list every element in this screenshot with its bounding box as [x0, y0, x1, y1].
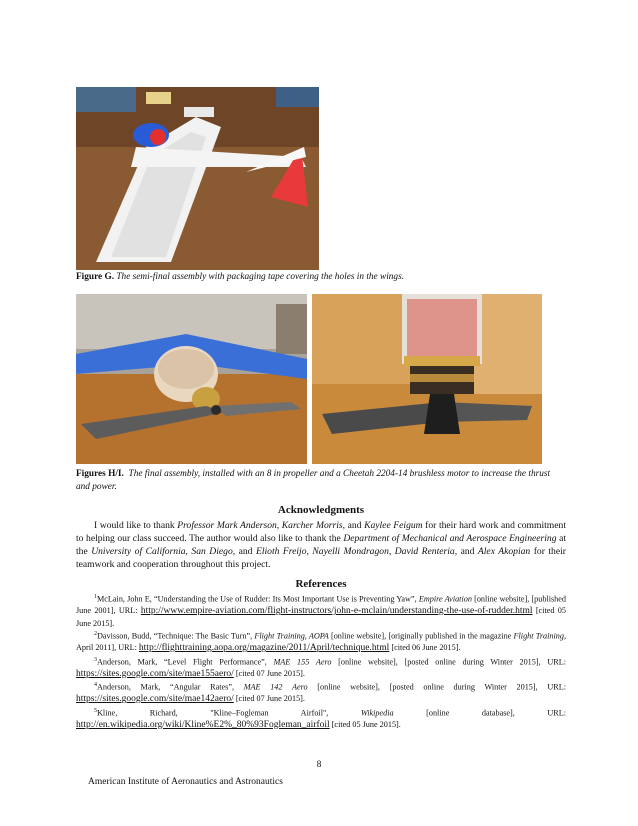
figure-h-photo [76, 294, 307, 464]
reference-item: $^1$McLain, John E, “Understanding the Use of Rudder: Its Most Important Use is Preventing Yaw”, Empire Aviation [online website], [published June 2001], URL: http://www.empire-aviation.com/flight-instructors/john-e-mclain/understanding-the-use-of-rudder.html [cited 05 June 2015]. [76, 594, 566, 628]
figure-g-caption: Figure G. The semi-final assembly with packaging tape covering the holes in the wings. [76, 272, 405, 282]
acknowledgments-paragraph: I would like to thank Professor Mark Anderson, Karcher Morris, and Kaylee Feigum for their hard work and commitment to helping our class succeed. The author would also like to thank the Department of Mechanical and Aerospace Engineering at the University of California, San Diego, and Elioth Freijo, Nayelli Mondragon, David Renteria, and Alex Akopian for their teamwork and cooperation throughout this project. [76, 520, 566, 570]
reference-link[interactable]: http://en.wikipedia.org/wiki/Kline%E2%_80%93Fogleman_airfoil [76, 719, 330, 730]
figure-i-photo [312, 294, 542, 464]
reference-link[interactable]: https://sites.google.com/site/mae155aero/ [76, 668, 234, 679]
reference-item: $^5$Kline, Richard, "Kline–Fogleman Airfoil", Wikipedia [online database], URL: http://en.wikipedia.org/wiki/Kline%E2%_80%93Fogleman_airfoil [cited 05 June 2015]. [76, 707, 566, 730]
figure-hi-caption: Figures H/I. The final assembly, installed with an 8 in propeller and a Cheetah 2204-14 brushless motor to increase the thrust and power. [76, 469, 551, 492]
reference-link[interactable]: http://flighttraining.aopa.org/magazine/2011/April/technique.html [138, 643, 390, 654]
page-number: 8 [316, 760, 322, 770]
reference-item: $^2$Davisson, Budd, “Technique: The Basic Turn”, Flight Training, AOPA [online website], [originally published in the magazine Flight Training, April 2011], URL: http://flighttraining.aopa.org/magazine/2011/April/technique.html [cited 06 June 2015]. [76, 630, 566, 654]
reference-link[interactable]: http://www.empire-aviation.com/flight-instructors/john-e-mclain/understanding-the-use-of-rudder.html [140, 606, 533, 617]
acknowledgments-heading: Acknowledgments [277, 504, 365, 516]
figure-g-photo [76, 87, 319, 270]
reference-link[interactable]: https://sites.google.com/site/mae142aero/ [76, 694, 234, 705]
page-footer: American Institute of Aeronautics and Astronautics [88, 777, 283, 787]
reference-item: $^3$Anderson, Mark, “Level Flight Performance”, MAE 155 Aero [online website], [posted online during Winter 2015], URL: https://sites.google.com/site/mae155aero/ [cited 07 June 2015]. [76, 656, 566, 679]
reference-item: $^4$Anderson, Mark, “Angular Rates”, MAE 142 Aero [online website], [posted online during Winter 2015], URL: https://sites.google.com/site/mae142aero/ [cited 07 June 2015]. [76, 682, 566, 705]
references-list [76, 592, 566, 731]
references-heading: References [295, 578, 347, 590]
